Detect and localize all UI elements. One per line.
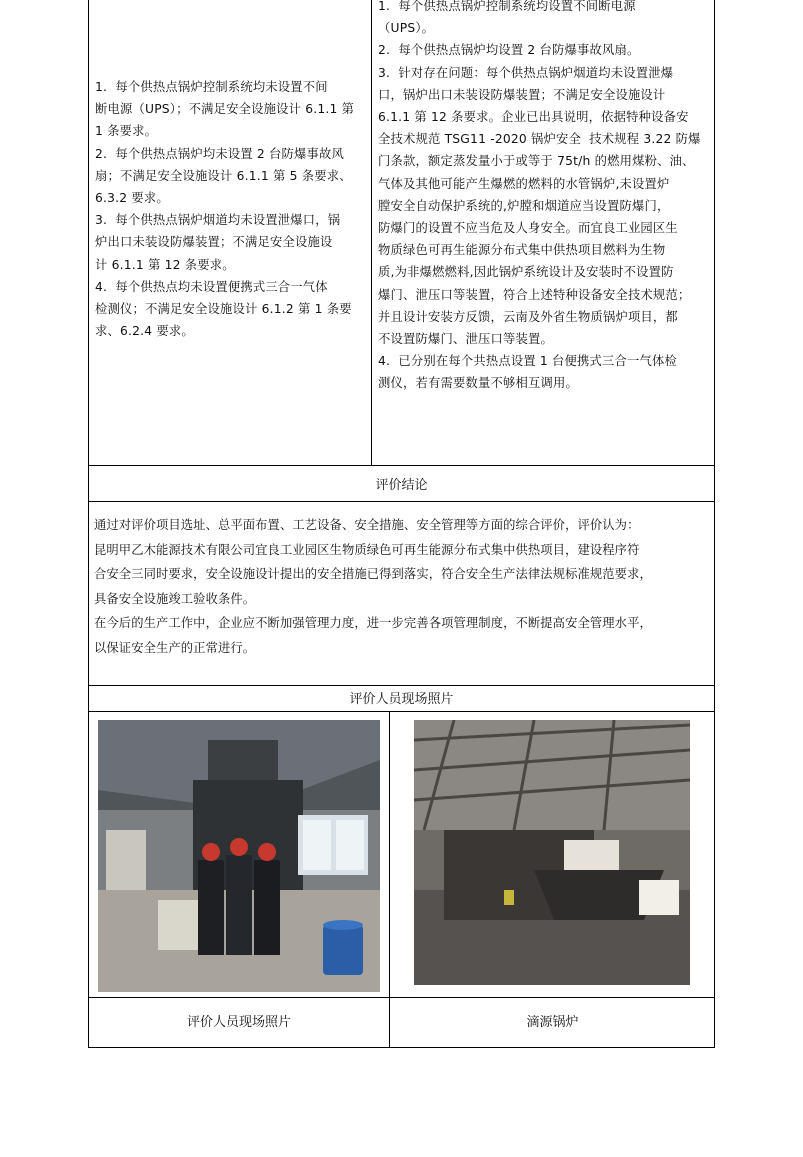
issue-line: 2. 每个供热点锅炉均未设置 2 台防爆事故风 xyxy=(95,146,345,161)
issue-line: 1 条要求。 xyxy=(95,124,158,139)
caption-boiler: 滴源锅炉 xyxy=(526,1015,579,1030)
conclusion-text xyxy=(94,513,716,660)
issue-line: 6.3.2 要求。 xyxy=(95,191,169,206)
issue-line: 3. 每个供热点锅炉烟道均未设置泄爆口，锅 xyxy=(95,213,341,228)
response-line: 膛安全自动保护系统的,炉膛和烟道应当设置防爆门， xyxy=(378,198,670,213)
response-line: 3. 针对存在问题：每个供热点锅炉烟道均未设置泄爆 xyxy=(378,65,674,80)
row-divider xyxy=(89,711,714,712)
response-line: 并且设计安装方反馈，云南及外省生物质锅炉项目，都 xyxy=(378,309,678,324)
conclusion-line: 以保证安全生产的正常进行。 xyxy=(94,640,256,655)
response-line: 口，锅炉出口未装设防爆装置；不满足安全设施设计 xyxy=(378,87,666,102)
conclusion-line: 昆明甲乙木能源技术有限公司宜良工业园区生物质绿色可再生能源分布式集中供热项目，建设程序符 xyxy=(94,542,640,557)
row-divider xyxy=(89,997,714,998)
response-line: 物质绿色可再生能源分布式集中供热项目燃料为生物 xyxy=(378,243,666,258)
issues-text xyxy=(95,76,371,342)
inspection-table xyxy=(88,0,715,1048)
response-line: 4. 已分别在每个共热点设置 1 台便携式三合一气体检 xyxy=(378,354,678,369)
inspector-figures xyxy=(198,838,280,955)
issue-line: 断电源（UPS）；不满足安全设施设计 6.1.1 第 xyxy=(95,102,355,117)
response-line: 全技术规范 TSG11 -2020 锅炉安全 技术规程 3.22 防爆 xyxy=(378,132,701,147)
response-line: 气体及其他可能产生爆燃的燃料的水管锅炉,未设置炉 xyxy=(378,176,670,191)
conclusion-line: 具备安全设施竣工验收条件。 xyxy=(94,591,256,606)
conclusion-line: 合安全三同时要求，安全设施设计提出的安全措施已得到落实，符合安全生产法律法规标准规范要求， xyxy=(94,567,652,581)
response-line: 门条款，额定蒸发量小于或等于 75t/h 的燃用煤粉、油、 xyxy=(378,154,695,169)
responses-cell xyxy=(372,0,716,395)
response-line: 爆门、泄压口等装置，符合上述特种设备安全技术规范； xyxy=(378,287,691,302)
issues-cell xyxy=(89,76,371,342)
response-line: 1. 每个供热点锅炉控制系统均设置不间断电源 xyxy=(378,0,636,13)
row-divider xyxy=(89,501,714,502)
issue-line: 炉出口未装设防爆装置；不满足安全设施设 xyxy=(95,235,333,250)
caption-inspectors: 评价人员现场照片 xyxy=(186,1015,291,1030)
response-line: 6.1.1 第 12 条要求。企业已出具说明，依据特种设备安 xyxy=(378,110,689,125)
inspectors-photo-image xyxy=(98,720,380,992)
conclusion-cell xyxy=(89,513,716,660)
responses-text xyxy=(378,0,716,395)
issue-line: 计 6.1.1 第 12 条要求。 xyxy=(95,257,235,272)
row-divider xyxy=(89,685,714,686)
boiler-photo-image xyxy=(414,720,690,985)
response-line: 防爆门的设置不应当危及人身安全。而宜良工业园区生 xyxy=(378,221,678,236)
inspectors-photo xyxy=(98,720,380,992)
issue-line: 1. 每个供热点锅炉控制系统均未设置不间 xyxy=(95,80,328,94)
issue-line: 扇；不满足安全设施设计 6.1.1 第 5 条要求、 xyxy=(95,168,352,183)
response-line: 不设置防爆门、泄压口等装置。 xyxy=(378,332,553,347)
response-line: 2. 每个供热点锅炉均设置 2 台防爆事故风扇。 xyxy=(378,43,640,58)
conclusion-title: 评价结论 xyxy=(375,478,428,493)
conclusion-line: 通过对评价项目选址、总平面布置、工艺设备、安全措施、安全管理等方面的综合评价，评价认为： xyxy=(94,518,640,532)
issue-line: 4. 每个供热点均未设置便携式三合一气体 xyxy=(95,279,328,294)
response-line: 质,为非爆燃燃料,因此锅炉系统设计及安装时不设置防 xyxy=(378,265,674,280)
issue-line: 求、6.2.4 要求。 xyxy=(95,324,194,339)
conclusion-line: 在今后的生产工作中，企业应不断加强管理力度，进一步完善各项管理制度，不断提高安全管理水平， xyxy=(94,616,652,630)
row-divider xyxy=(89,465,714,466)
photos-title: 评价人员现场照片 xyxy=(349,692,454,707)
response-line: （UPS）。 xyxy=(378,21,435,36)
boiler-photo xyxy=(414,720,690,985)
response-line: 测仪，若有需要数量不够相互调用。 xyxy=(378,376,578,391)
issue-line: 检测仪；不满足安全设施设计 6.1.2 第 1 条要 xyxy=(95,302,352,317)
